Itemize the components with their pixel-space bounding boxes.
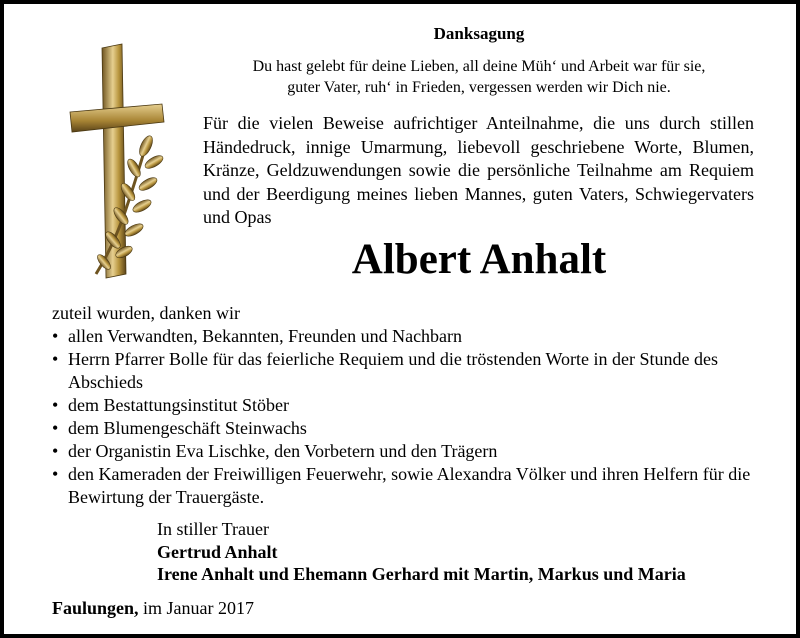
signature-block — [157, 518, 686, 586]
list-item — [52, 348, 752, 394]
heading-title: Danksagung — [433, 24, 525, 43]
place: Faulungen, — [52, 598, 139, 618]
signature-opening: In stiller Trauer — [157, 519, 269, 539]
cross-with-laurel-icon — [66, 42, 166, 282]
thanks-section — [52, 302, 752, 509]
signature-mourner: Irene Anhalt und Ehemann Gerhard mit Martin, Markus und Maria — [157, 564, 686, 584]
list-item-text: der Organistin Eva Lischke, den Vorbetern und den Trägern — [68, 441, 498, 461]
list-item-text: dem Bestattungsinstitut Stöber — [68, 395, 289, 415]
list-item — [52, 417, 752, 440]
verse-line: guter Vater, ruh‘ in Frieden, vergessen werden wir Dich nie. — [287, 79, 671, 96]
verse-line: Du hast gelebt für deine Lieben, all deine Müh‘ und Arbeit war für sie, — [252, 58, 706, 75]
bullet-icon: • — [52, 441, 59, 461]
intro-paragraph: Für die vielen Beweise aufrichtiger Anteilnahme, die uns durch stillen Händedruck, innige Umarmung, liebevoll geschriebene Worte, Blumen, Kränze, Geldzuwendungen sowie die persönliche Teilnahme am Requiem und der Beerdigung meines lieben Mannes, guten Vaters, Schwiegervaters und Opas — [203, 113, 754, 227]
bullet-icon: • — [52, 395, 59, 415]
thanks-list — [52, 325, 752, 509]
list-item — [52, 463, 752, 509]
list-item — [52, 440, 752, 463]
list-item — [52, 394, 752, 417]
memorial-verse — [204, 56, 754, 98]
list-item-text: dem Blumengeschäft Steinwachs — [68, 418, 307, 438]
bullet-icon: • — [52, 464, 59, 484]
deceased-name: Albert Anhalt — [351, 236, 607, 283]
bullet-icon: • — [52, 326, 59, 346]
list-item-text: allen Verwandten, Bekannten, Freunden und Nachbarn — [68, 326, 463, 346]
list-item — [52, 325, 752, 348]
thanks-intro: zuteil wurden, danken wir — [52, 303, 240, 323]
list-item-text: den Kameraden der Freiwilligen Feuerwehr, sowie Alexandra Völker und ihren Helfern für die Bewirtung der Trauergäste. — [68, 464, 751, 507]
bullet-icon: • — [52, 349, 59, 369]
place-date — [52, 597, 254, 619]
signature-mourner: Gertrud Anhalt — [157, 541, 278, 562]
date: im Januar 2017 — [143, 598, 255, 618]
bullet-icon: • — [52, 418, 59, 438]
list-item-text: Herrn Pfarrer Bolle für das feierliche Requiem und die tröstenden Worte in der Stunde des Abschieds — [68, 349, 719, 392]
